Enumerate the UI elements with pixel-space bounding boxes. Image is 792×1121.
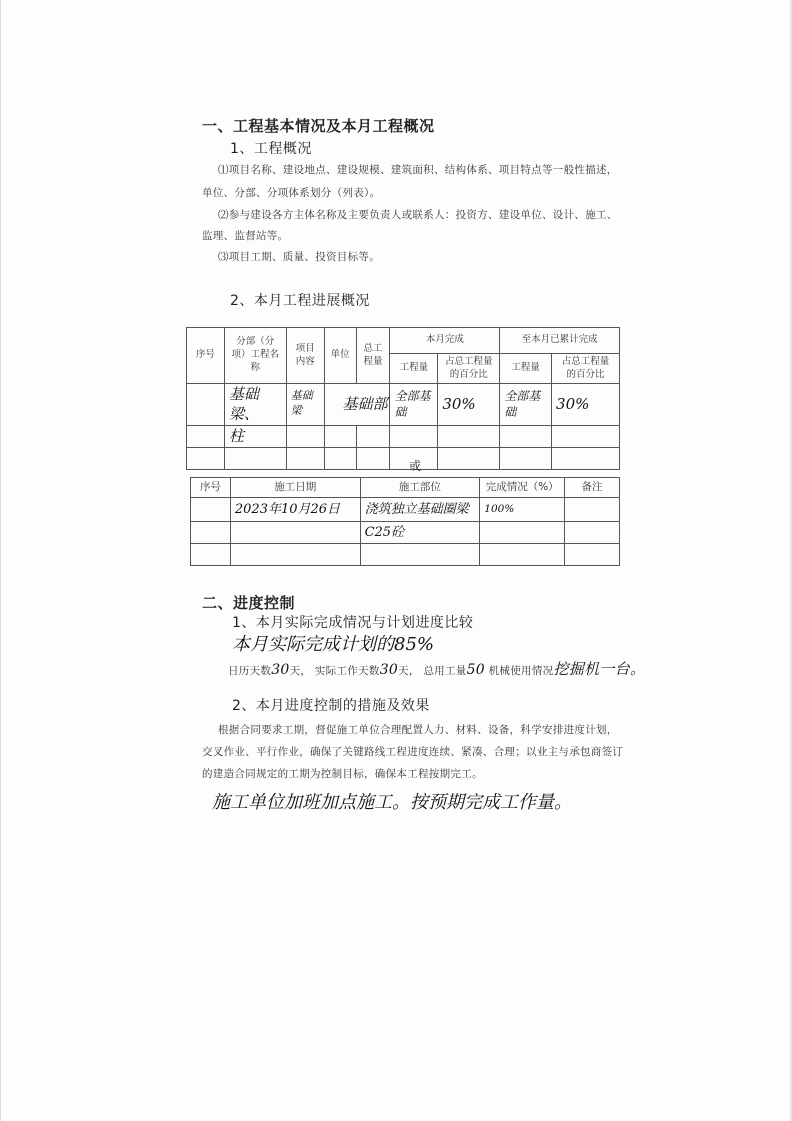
th-seq: 序号 (187, 328, 225, 384)
cell-empty (552, 425, 620, 447)
hw-part: 基础梁、 (224, 384, 286, 426)
cell-empty (230, 522, 360, 544)
cell-empty (565, 498, 620, 522)
cell-empty (286, 447, 324, 469)
th2-status: 完成情况（%） (480, 478, 565, 498)
cell-empty (286, 425, 324, 447)
progress-table (186, 327, 620, 470)
th-part: 分部（分 项）工程名 称 (224, 328, 286, 384)
mach-value: 挖掘机一台。 (553, 660, 646, 678)
cell-empty (390, 425, 438, 447)
section1-sub2: 2、本月工程进展概况 (230, 293, 370, 309)
th-cum-qty: 工程量 (500, 354, 552, 384)
hw-part2: 柱 (224, 425, 286, 447)
item1-line2: 单位、分部、分项体系划分（列表）。 (202, 187, 381, 199)
cell-empty (324, 447, 356, 469)
measures-p3: 的建造合同规定的工期为控制目标，确保本工程按期完工。 (202, 768, 483, 780)
cell-empty (187, 447, 225, 469)
item1-line1: ⑴项目名称、建设地点、建设规模、建筑面积、结构体系、项目特点等一般性描述， (218, 164, 618, 176)
hw-compare: 本月实际完成计划的85% (232, 634, 435, 655)
section1-sub1: 1、工程概况 (230, 141, 312, 157)
item3: ⑶项目工期、质量、投资目标等。 (218, 251, 380, 263)
item2-line1: ⑵参与建设各方主体名称及主要负责人或联系人：投资方、建设单位、设计、施工、 (218, 209, 618, 221)
cell-empty (191, 498, 231, 522)
mach-label: 机械使用情况 (488, 665, 554, 677)
th2-note: 备注 (565, 478, 620, 498)
th-month-pct: 占总工程量 的百分比 (438, 354, 500, 384)
cell-empty (480, 544, 565, 566)
th2-part: 施工部位 (360, 478, 480, 498)
cell-empty (438, 447, 500, 469)
work-value: 30 (379, 662, 399, 678)
hw-unit: 基础部 (324, 384, 390, 426)
cell-empty (500, 447, 552, 469)
labor-label: 总用工量 (423, 665, 467, 677)
measures-p2: 交叉作业、平行作业，确保了关键路线工程进度连续、紧凑、合理；以业主与承包商签订 (202, 746, 624, 758)
th2-seq: 序号 (191, 478, 231, 498)
th-item: 项目 内容 (286, 328, 324, 384)
th-unit: 单位 (324, 328, 356, 384)
hw-final: 施工单位加班加点施工。按预期完成工作量。 (212, 792, 572, 813)
work-label: 实际工作天数 (314, 665, 380, 677)
hw-date: 2023年10月26日 (230, 498, 360, 522)
cell-empty (565, 544, 620, 566)
section2-sub2: 2、本月进度控制的措施及效果 (232, 698, 430, 714)
cell-empty (552, 447, 620, 469)
stats-line (228, 658, 645, 679)
cell-empty (356, 425, 390, 447)
cell-empty (230, 544, 360, 566)
hw-cum-pct: 30% (552, 384, 620, 426)
hw-month-qty: 全部基础 (390, 384, 438, 426)
daily-table (190, 477, 620, 566)
th-month-qty: 工程量 (390, 354, 438, 384)
hw-part-l1: 浇筑独立基础圈梁 (360, 498, 480, 522)
th-total: 总工 程量 (356, 328, 390, 384)
hw-part-l2: C25砼 (360, 522, 480, 544)
cell-empty (324, 425, 356, 447)
hw-item: 基础梁 (286, 384, 324, 426)
th-cum-pct: 占总工程量 的百分比 (552, 354, 620, 384)
cal-unit: 天， (289, 665, 312, 677)
cell-empty (187, 425, 225, 447)
cell-empty (480, 522, 565, 544)
th-month: 本月完成 (390, 328, 500, 354)
section2-title: 二、进度控制 (202, 594, 296, 612)
labor-value: 50 (466, 662, 485, 678)
th2-date: 施工日期 (230, 478, 360, 498)
hw-cum-qty: 全部基础 (500, 384, 552, 426)
work-unit: 天， (398, 665, 420, 677)
cell-empty (565, 522, 620, 544)
cell-empty (356, 447, 390, 469)
cal-value: 30 (271, 662, 290, 678)
hw-month-pct: 30% (438, 384, 500, 426)
cell-empty (438, 425, 500, 447)
cell-seq (187, 384, 225, 426)
cell-empty (360, 544, 480, 566)
cell-empty (500, 425, 552, 447)
cell-empty (191, 544, 231, 566)
section2-sub1: 1、本月实际完成情况与计划进度比较 (232, 615, 474, 631)
th-cumulative: 至本月已累计完成 (500, 328, 620, 354)
measures-p1: 根据合同要求工期，督促施工单位合理配置人力、材料、设备，科学安排进度计划， (218, 724, 618, 736)
item2-line2: 监理、监督站等。 (202, 230, 289, 242)
cal-label: 日历天数 (228, 665, 272, 677)
cell-empty (224, 447, 286, 469)
or-label: 或 (409, 459, 422, 473)
section1-title: 一、工程基本情况及本月工程概况 (202, 117, 435, 135)
hw-status: 100% (480, 498, 565, 522)
cell-empty (191, 522, 231, 544)
